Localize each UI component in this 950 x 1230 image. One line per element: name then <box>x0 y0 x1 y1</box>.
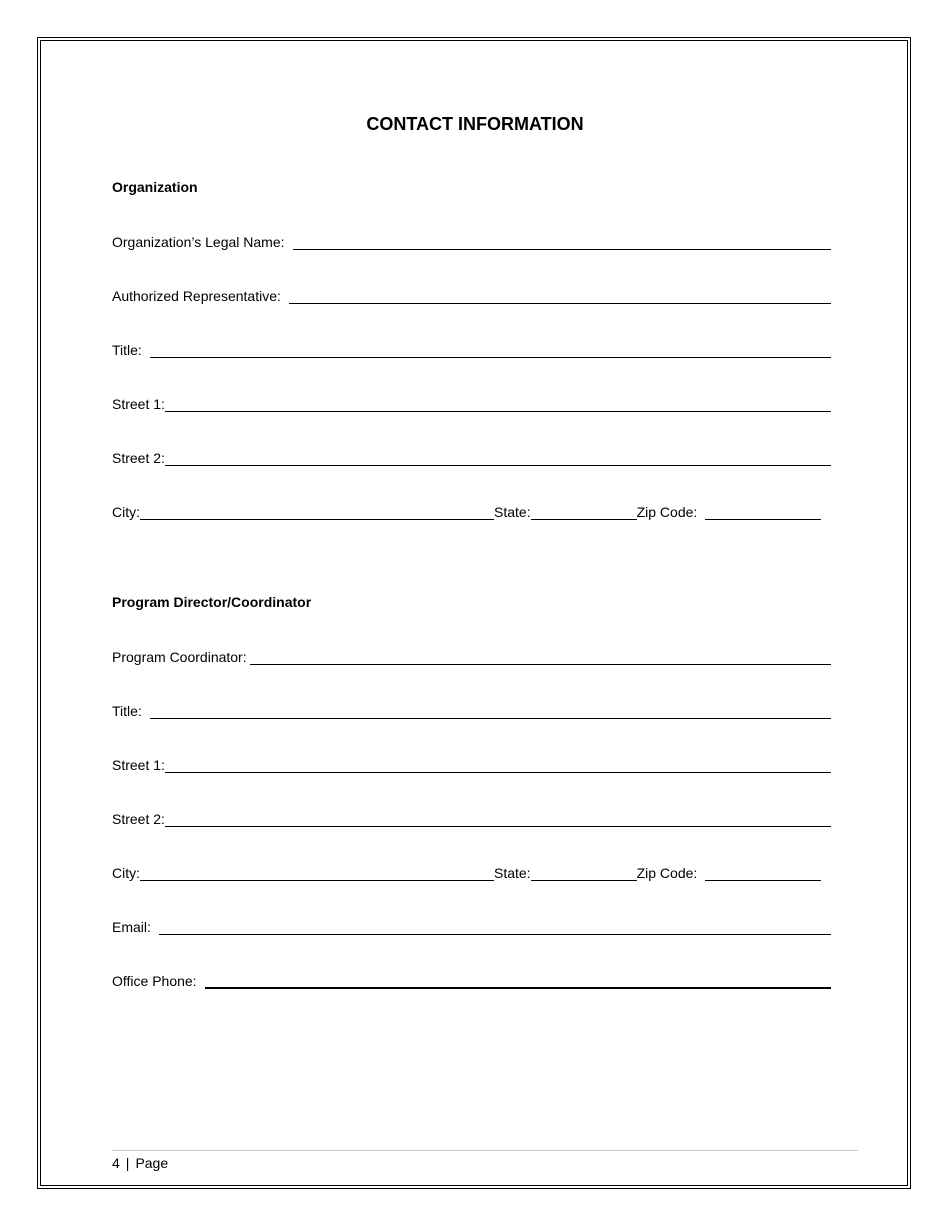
program-coordinator-row <box>112 647 831 667</box>
program-state-label: State: <box>494 865 531 881</box>
program-street2-field[interactable] <box>165 825 831 827</box>
program-email-label: Email: <box>112 919 151 935</box>
org-street1-field[interactable] <box>165 410 831 412</box>
org-state-label: State: <box>494 504 531 520</box>
org-title-label: Title: <box>112 342 142 358</box>
org-title-row <box>112 340 831 360</box>
org-authorized-rep-label: Authorized Representative: <box>112 288 281 304</box>
program-street1-field[interactable] <box>165 771 831 773</box>
program-street2-row <box>112 809 831 829</box>
org-zip-field[interactable] <box>705 518 821 520</box>
org-zip-label: Zip Code: <box>636 504 698 520</box>
org-street2-field[interactable] <box>165 464 831 466</box>
program-street2-label: Street 2: <box>112 811 165 827</box>
program-zip-label: Zip Code: <box>636 865 698 881</box>
program-coordinator-label: Program Coordinator: <box>112 649 247 665</box>
org-title-field[interactable] <box>150 356 831 358</box>
organization-heading: Organization <box>112 179 198 195</box>
org-city-field[interactable] <box>140 518 494 520</box>
program-phone-field[interactable] <box>205 986 831 989</box>
program-street1-row <box>112 755 831 775</box>
program-street1-label: Street 1: <box>112 757 165 773</box>
program-city-state-zip-row <box>112 863 831 883</box>
org-legal-name-row <box>112 232 831 252</box>
org-street2-row <box>112 448 831 468</box>
program-director-heading: Program Director/Coordinator <box>112 594 312 610</box>
page-border-inner <box>40 40 908 1186</box>
page-footer <box>112 1155 168 1171</box>
org-street2-label: Street 2: <box>112 450 165 466</box>
page-number: 4 <box>112 1155 120 1171</box>
org-authorized-rep-field[interactable] <box>289 302 831 304</box>
org-street1-row <box>112 394 831 414</box>
org-city-state-zip-row <box>112 502 831 522</box>
program-city-label: City: <box>112 865 140 881</box>
org-street1-label: Street 1: <box>112 396 165 412</box>
program-title-field[interactable] <box>150 717 831 719</box>
program-coordinator-field[interactable] <box>250 663 831 665</box>
program-city-field[interactable] <box>140 879 494 881</box>
program-title-label: Title: <box>112 703 142 719</box>
page-word: Page <box>135 1155 169 1171</box>
footer-divider <box>112 1150 858 1151</box>
program-email-row <box>112 917 831 937</box>
org-state-field[interactable] <box>531 518 637 520</box>
program-email-field[interactable] <box>159 933 831 935</box>
program-title-row <box>112 701 831 721</box>
program-phone-row <box>112 971 831 991</box>
program-phone-label: Office Phone: <box>112 973 197 989</box>
program-state-field[interactable] <box>531 879 637 881</box>
page-title: CONTACT INFORMATION <box>366 114 584 134</box>
org-legal-name-field[interactable] <box>293 248 831 250</box>
program-zip-field[interactable] <box>705 879 821 881</box>
org-legal-name-label: Organization’s Legal Name: <box>112 234 285 250</box>
org-authorized-rep-row <box>112 286 831 306</box>
org-city-label: City: <box>112 504 140 520</box>
footer-separator: | <box>125 1155 130 1171</box>
